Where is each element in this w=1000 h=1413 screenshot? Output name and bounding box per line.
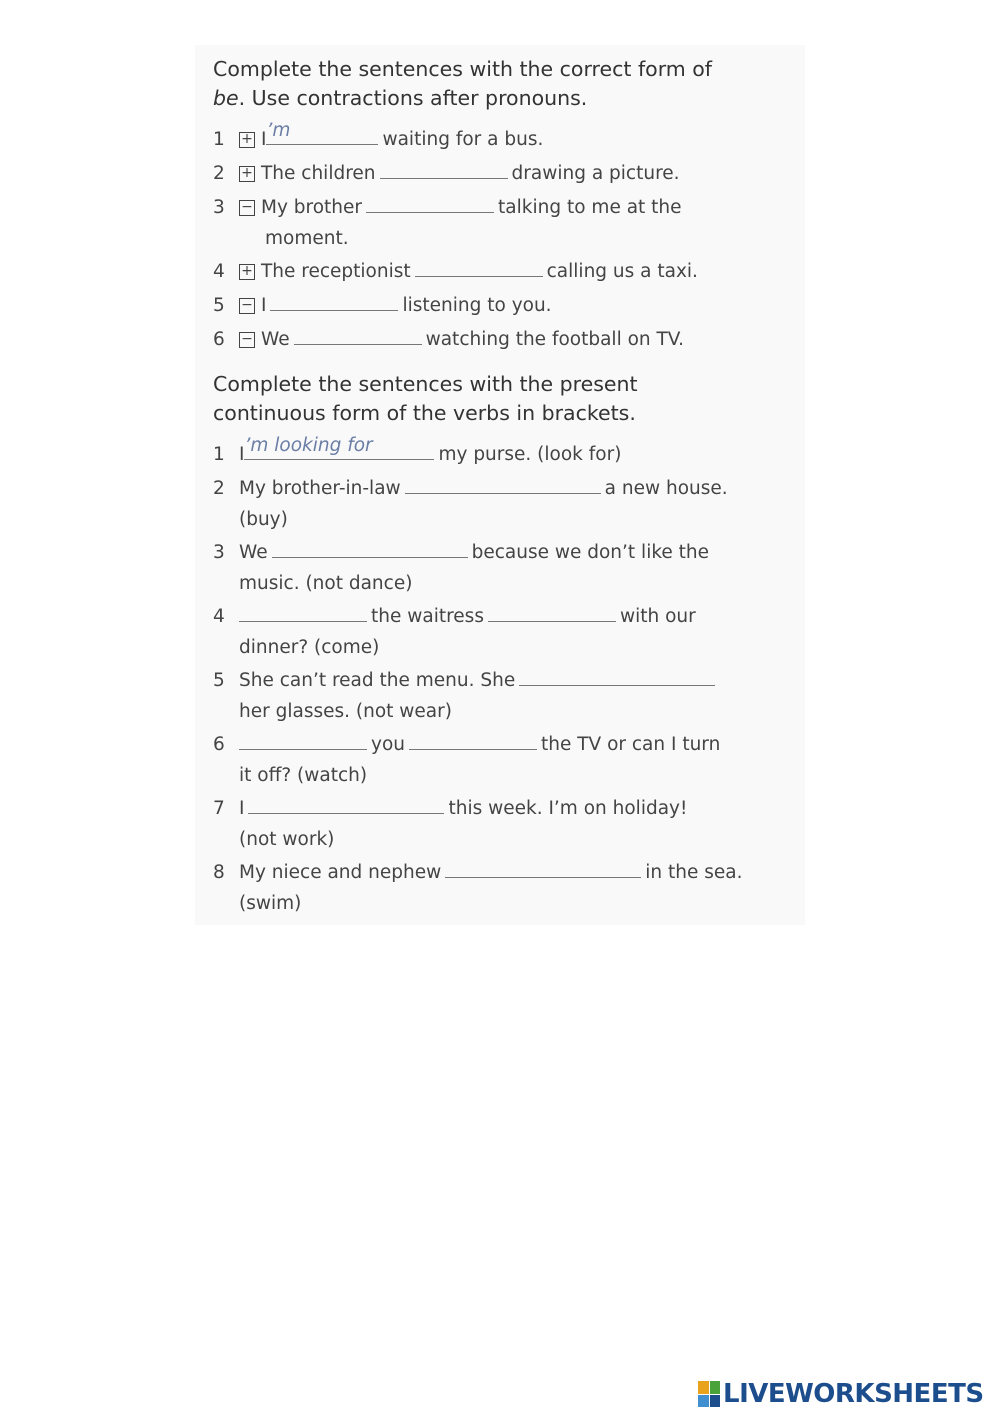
- answer-blank[interactable]: [405, 473, 601, 494]
- item-number: 1: [213, 444, 225, 465]
- item-text: the TV or can I turn: [541, 734, 721, 755]
- item-continuation: (swim): [239, 893, 302, 914]
- item-text: She can’t read the menu. She: [239, 670, 516, 691]
- minus-icon: −: [239, 200, 255, 216]
- exercise1-title-rest: . Use contractions after pronouns.: [238, 86, 588, 110]
- item-number: 7: [213, 798, 225, 819]
- item-text: We: [239, 542, 268, 563]
- exercise1-title-line2: [213, 84, 793, 113]
- item-text: I: [261, 129, 267, 150]
- item-text: talking to me at the: [498, 197, 682, 218]
- ex1-item: [213, 256, 793, 287]
- answer-blank[interactable]: [248, 793, 444, 814]
- ex2-item: [213, 857, 793, 919]
- ex1-item: [213, 158, 793, 189]
- answer-blank[interactable]: [244, 435, 434, 460]
- item-text: a new house.: [604, 478, 728, 499]
- item-number: 4: [213, 606, 225, 627]
- item-text: I: [239, 444, 245, 465]
- answer-blank[interactable]: [294, 324, 422, 345]
- ex1-item: [213, 290, 793, 321]
- exercise2-instructions: [213, 370, 793, 428]
- item-text: in the sea.: [645, 862, 743, 883]
- answer-blank[interactable]: [270, 290, 398, 311]
- exercise1-title-be: be: [213, 86, 239, 110]
- item-text: I: [261, 295, 267, 316]
- exercise1-instructions: [213, 55, 793, 113]
- answer-blank[interactable]: [380, 158, 508, 179]
- ex2-item: [213, 601, 793, 663]
- ex1-item: [213, 324, 793, 355]
- liveworksheets-logo-icon: [698, 1381, 720, 1407]
- ex2-item: [213, 665, 793, 727]
- minus-icon: −: [239, 332, 255, 348]
- item-continuation: moment.: [265, 228, 349, 249]
- ex2-item: [213, 435, 793, 470]
- example-answer: ’m looking for: [244, 435, 373, 456]
- answer-blank[interactable]: [266, 120, 378, 145]
- item-number: 4: [213, 261, 225, 282]
- item-number: 6: [213, 734, 225, 755]
- item-number: 3: [213, 197, 225, 218]
- item-text: The receptionist: [261, 261, 411, 282]
- item-text: waiting for a bus.: [382, 129, 544, 150]
- answer-blank[interactable]: [239, 729, 367, 750]
- item-text: with our: [619, 606, 696, 627]
- item-number: 8: [213, 862, 225, 883]
- item-text: you: [371, 734, 405, 755]
- item-number: 5: [213, 670, 225, 691]
- item-continuation: music. (not dance): [239, 573, 413, 594]
- minus-icon: −: [239, 298, 255, 314]
- item-number: 2: [213, 478, 225, 499]
- plus-icon: +: [239, 166, 255, 182]
- plus-icon: +: [239, 132, 255, 148]
- item-text: The children: [261, 163, 376, 184]
- item-number: 1: [213, 129, 225, 150]
- item-text: this week. I’m on holiday!: [448, 798, 688, 819]
- item-continuation: her glasses. (not wear): [239, 701, 452, 722]
- exercise2-title-line2: continuous form of the verbs in brackets.: [213, 401, 636, 425]
- exercise1-title-line1: Complete the sentences with the correct form of: [213, 57, 713, 81]
- ex1-item: [213, 192, 793, 254]
- item-number: 6: [213, 329, 225, 350]
- answer-blank[interactable]: [366, 192, 494, 213]
- item-text: My brother-in-law: [239, 478, 401, 499]
- item-continuation: (not work): [239, 829, 335, 850]
- exercise2-title-line1: Complete the sentences with the present: [213, 372, 638, 396]
- answer-blank[interactable]: [239, 601, 367, 622]
- ex2-item: [213, 537, 793, 599]
- item-continuation: it off? (watch): [239, 765, 368, 786]
- answer-blank[interactable]: [445, 857, 641, 878]
- item-text: My niece and nephew: [239, 862, 442, 883]
- item-text: My brother: [261, 197, 363, 218]
- plus-icon: +: [239, 264, 255, 280]
- item-text: calling us a taxi.: [546, 261, 698, 282]
- item-continuation: dinner? (come): [239, 637, 380, 658]
- item-text: watching the football on TV.: [425, 329, 684, 350]
- item-text: the waitress: [371, 606, 484, 627]
- answer-blank[interactable]: [519, 665, 715, 686]
- answer-blank[interactable]: [272, 537, 468, 558]
- item-number: 3: [213, 542, 225, 563]
- item-text: because we don’t like the: [471, 542, 710, 563]
- item-text: my purse. (look for): [438, 444, 622, 465]
- ex2-item: [213, 729, 793, 791]
- item-text: listening to you.: [402, 295, 552, 316]
- ex1-item: [213, 120, 793, 155]
- brand-name: LIVEWORKSHEETS: [723, 1379, 984, 1409]
- answer-blank[interactable]: [415, 256, 543, 277]
- liveworksheets-logo[interactable]: [698, 1378, 984, 1410]
- item-continuation: (buy): [239, 509, 288, 530]
- ex2-item: [213, 793, 793, 855]
- answer-blank[interactable]: [409, 729, 537, 750]
- item-text: drawing a picture.: [511, 163, 680, 184]
- ex2-item: [213, 473, 793, 535]
- example-answer: ’m: [266, 120, 291, 141]
- item-number: 5: [213, 295, 225, 316]
- item-text: I: [239, 798, 245, 819]
- item-number: 2: [213, 163, 225, 184]
- answer-blank[interactable]: [488, 601, 616, 622]
- item-text: We: [261, 329, 290, 350]
